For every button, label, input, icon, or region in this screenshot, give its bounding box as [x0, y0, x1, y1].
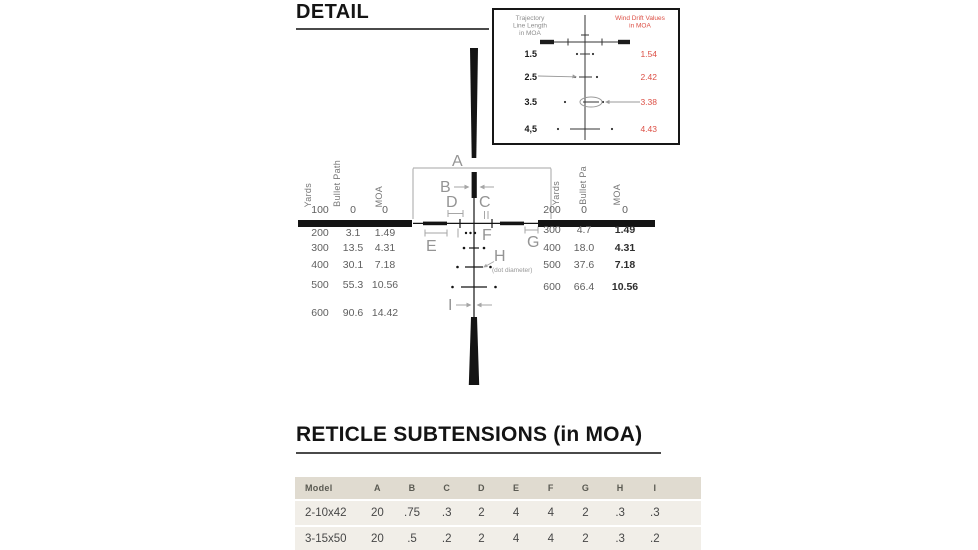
dim-label-a: A: [452, 153, 463, 170]
left-ballistic-row: 300 13.5 4.31: [311, 242, 396, 254]
dim-label-c: C: [479, 194, 491, 211]
dim-label-f: F: [482, 227, 492, 244]
detail-heading: DETAIL: [296, 1, 370, 23]
reticle-crosshair-lines: [413, 198, 538, 317]
right-header-moa: MOA: [612, 183, 622, 205]
dim-label-g: G: [527, 234, 540, 251]
svg-text:4.43: 4.43: [640, 124, 657, 134]
subtensions-table: [295, 477, 701, 550]
dim-label-b: B: [440, 179, 451, 196]
dim-label-h: H: [494, 248, 506, 265]
right-ballistic-row: 300 4.7 1.49: [543, 224, 636, 236]
left-ballistic-row: 400 30.1 7.18: [311, 259, 396, 271]
left-ballistic-row: 100 0 0: [311, 204, 388, 216]
inset-right-title: [615, 15, 665, 30]
svg-text:in MOA: in MOA: [629, 22, 651, 30]
left-header-yards: Yards: [303, 182, 313, 207]
svg-text:4,5: 4,5: [524, 124, 537, 134]
svg-text:Trajectory: Trajectory: [515, 15, 545, 22]
dim-label-d: D: [446, 194, 458, 211]
svg-text:Wind Drift Values: Wind Drift Values: [615, 15, 665, 22]
svg-text:3.5: 3.5: [524, 97, 537, 107]
left-ballistic-row: 200 3.1 1.49: [311, 227, 396, 239]
svg-text:1.54: 1.54: [640, 49, 657, 59]
subtensions-row: 3-15x50 20 .5 .2 2 4 4 2 .3 .2: [295, 527, 701, 550]
svg-text:in MOA: in MOA: [519, 30, 541, 37]
dim-label-i: I: [448, 297, 453, 314]
reticle-posts: [298, 48, 655, 385]
dim-label-e: E: [426, 238, 437, 255]
right-ballistic-row: 400 18.0 4.31: [543, 242, 636, 254]
svg-text:2.42: 2.42: [640, 72, 657, 82]
dot-diameter-note: (dot diameter): [492, 267, 533, 274]
right-ballistic-row: 600 66.4 10.56: [543, 281, 639, 293]
subtensions-rule: [296, 452, 661, 454]
subtensions-header-row: Model A B C D E F G H I: [295, 477, 701, 499]
left-ballistic-row: 500 55.3 10.56: [311, 279, 399, 291]
right-header-bullet-path: Bullet Pa: [578, 166, 588, 205]
svg-text:1.5: 1.5: [524, 49, 537, 59]
left-ballistic-row: 600 90.6 14.42: [311, 307, 399, 319]
right-header-yards: Yards: [551, 180, 561, 205]
subtensions-row: 2-10x42 20 .75 .3 2 4 4 2 .3 .3: [295, 501, 701, 525]
left-header-moa: MOA: [374, 185, 384, 207]
subtensions-heading: RETICLE SUBTENSIONS (in MOA): [296, 423, 643, 446]
svg-text:Line Length: Line Length: [513, 22, 547, 30]
right-ballistic-row: 200 0 0: [543, 204, 628, 216]
right-ballistic-row: 500 37.6 7.18: [543, 259, 636, 271]
left-header-bullet-path: Bullet Path: [332, 160, 342, 207]
svg-text:2.5: 2.5: [524, 72, 537, 82]
svg-text:3.38: 3.38: [640, 97, 657, 107]
